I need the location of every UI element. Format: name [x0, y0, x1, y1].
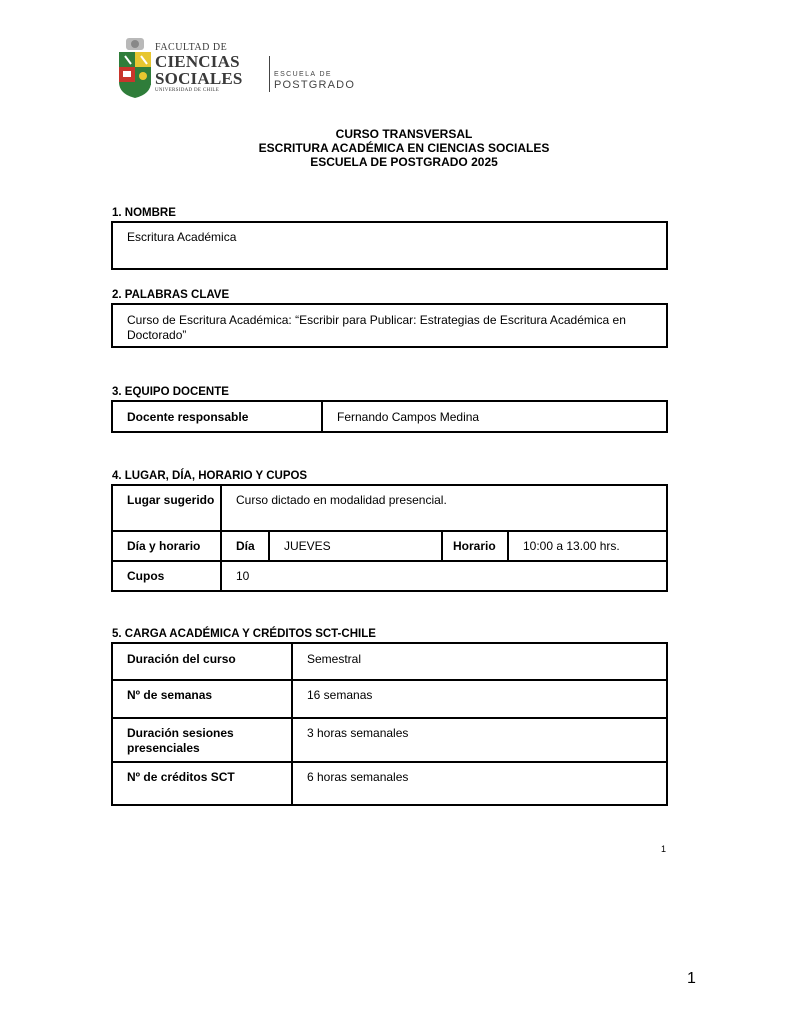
lugar-value: Curso dictado en modalidad presencial. [221, 485, 667, 531]
section5-title: 5. CARGA ACADÉMICA Y CRÉDITOS SCT-CHILE [112, 628, 376, 640]
section4-title: 4. LUGAR, DÍA, HORARIO Y CUPOS [112, 470, 308, 482]
title-line2: ESCRITURA ACADÉMICA EN CIENCIAS SOCIALES [258, 141, 550, 155]
section1-title: 1. NOMBRE [112, 207, 176, 219]
page-number-small: 1 [661, 844, 667, 854]
school-line1: ESCUELA DE [274, 71, 332, 78]
load-label: Duración del curso [112, 643, 292, 680]
load-label: Nº de créditos SCT [112, 762, 292, 805]
section1-box [111, 221, 668, 270]
horario-label: Horario [442, 531, 508, 561]
section3-title: 3. EQUIPO DOCENTE [112, 386, 229, 398]
faculty-line2: CIENCIAS [155, 52, 240, 71]
teaching-team-table [111, 400, 668, 433]
cupos-value: 10 [221, 561, 667, 591]
faculty-line3: SOCIALES [155, 69, 243, 88]
table-row [112, 762, 667, 805]
faculty-line4: UNIVERSIDAD DE CHILE [155, 88, 220, 93]
dia-label: Día [221, 531, 269, 561]
cupos-label: Cupos [112, 561, 221, 591]
dia-horario-label: Día y horario [112, 531, 221, 561]
section2-box [111, 303, 668, 348]
load-label: Duración sesiones presenciales [112, 718, 292, 762]
load-value: Semestral [292, 643, 667, 680]
load-label: Nº de semanas [112, 680, 292, 718]
load-value: 16 semanas [292, 680, 667, 718]
faculty-line1: FACULTAD DE [155, 42, 228, 53]
schedule-table [111, 484, 668, 592]
university-shield-icon [117, 38, 153, 98]
course-name: Escritura Académica [127, 230, 237, 244]
academic-load-table [111, 642, 668, 806]
logo-divider [269, 56, 270, 92]
title-line3: ESCUELA DE POSTGRADO 2025 [310, 155, 498, 169]
load-value: 6 horas semanales [292, 762, 667, 805]
dia-value: JUEVES [269, 531, 442, 561]
school-line2: POSTGRADO [274, 79, 356, 91]
section2-title: 2. PALABRAS CLAVE [112, 289, 230, 301]
table-row [112, 643, 667, 680]
load-value: 3 horas semanales [292, 718, 667, 762]
table-row [112, 680, 667, 718]
responsible-teacher-label: Docente responsable [112, 401, 322, 432]
title-line1: CURSO TRANSVERSAL [335, 127, 473, 141]
lugar-label: Lugar sugerido [112, 485, 221, 531]
faculty-logo [117, 38, 356, 100]
page-number: 1 [687, 970, 696, 987]
document-title [0, 127, 800, 169]
responsible-teacher-value: Fernando Campos Medina [322, 401, 667, 432]
table-row [112, 718, 667, 762]
keywords: Curso de Escritura Académica: “Escribir para Publicar: Estrategias de Escritura Académica en Doctorado” [127, 313, 626, 342]
horario-value: 10:00 a 13.00 hrs. [508, 531, 667, 561]
